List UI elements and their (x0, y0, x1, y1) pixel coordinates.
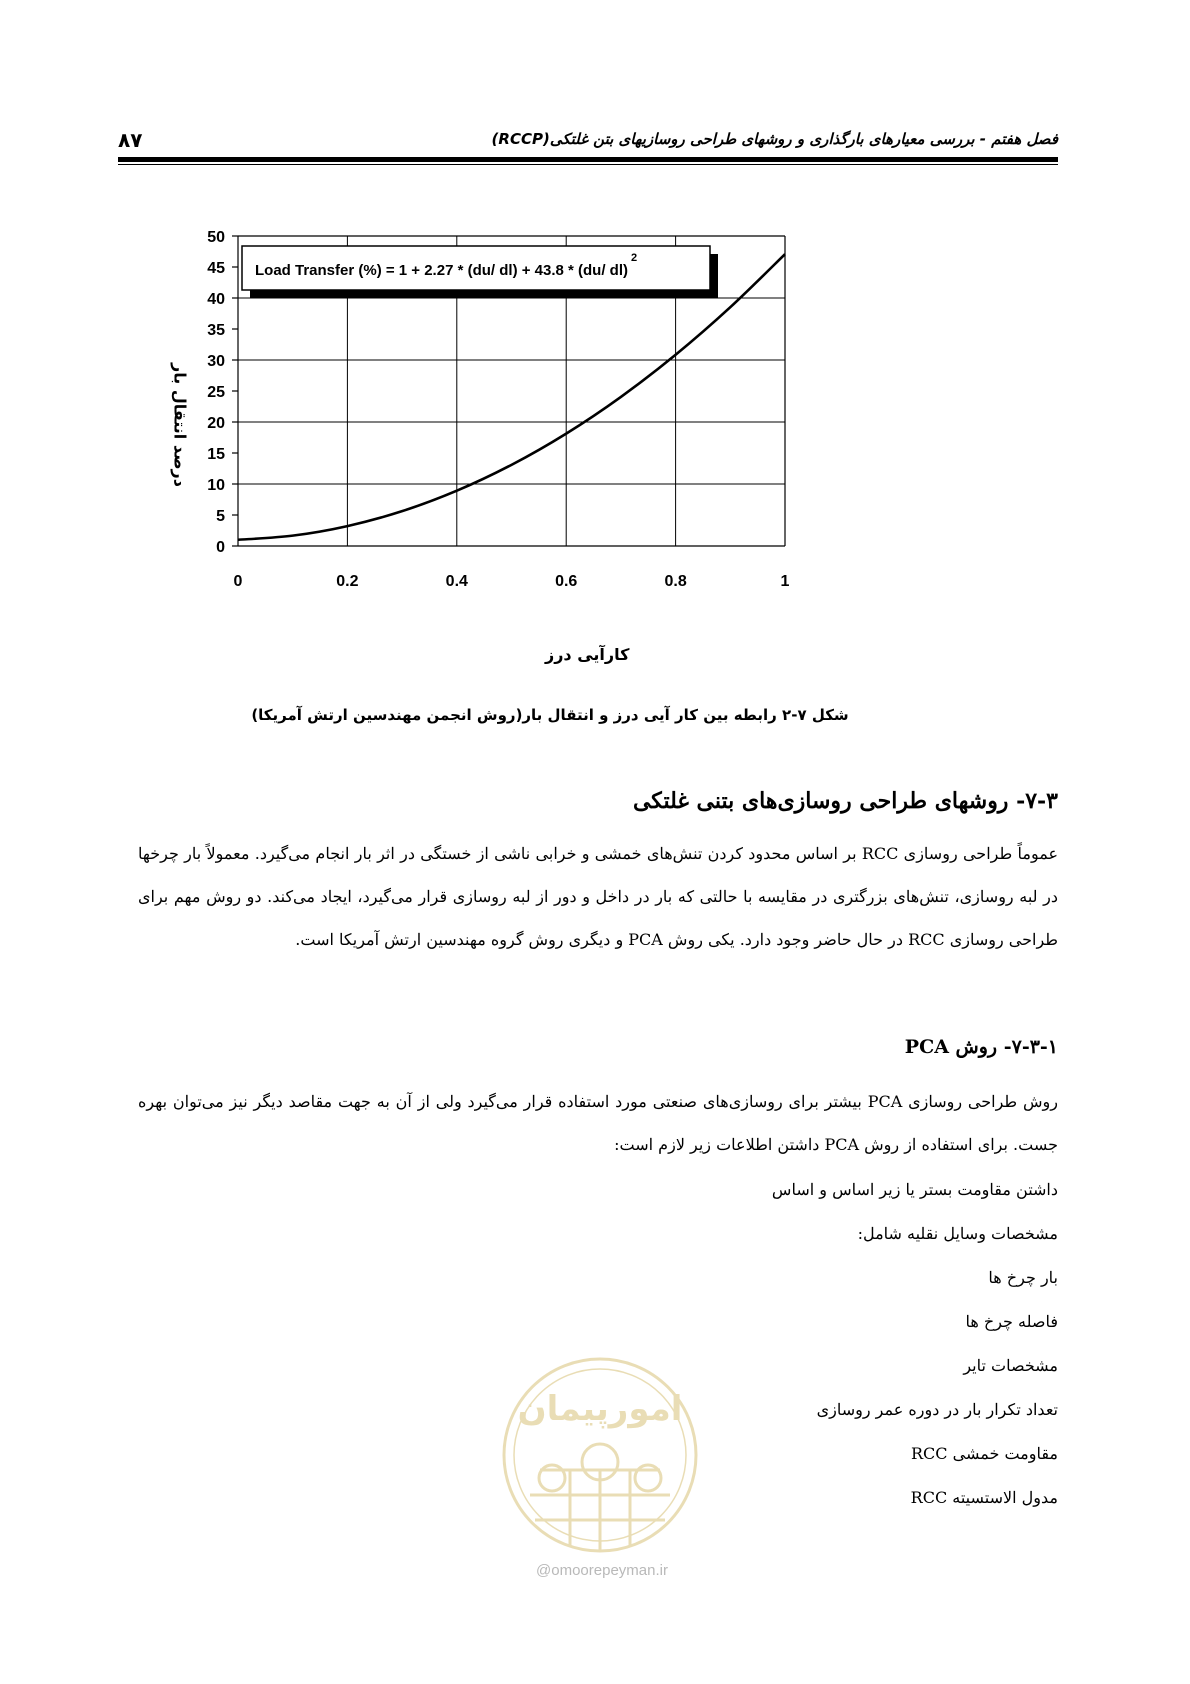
subsection-title: ۷-۳-۱- روش PCA (904, 1036, 1058, 1058)
list-item: مشخصات تایر (963, 1356, 1058, 1375)
x-tick-label: 0.2 (336, 573, 359, 590)
y-tick-label: 20 (207, 415, 225, 432)
x-axis-label: کارآیی درز (545, 645, 630, 664)
requirements-list (772, 1168, 1058, 1520)
list-item: تعداد تکرار بار در دوره عمر روسازی (816, 1400, 1058, 1419)
y-tick-label: 25 (207, 384, 225, 401)
list-item: مدول الاستسیته RCC (910, 1488, 1058, 1507)
page-number: ۸۷ (118, 128, 143, 152)
list-item: مشخصات وسایل نقلیه شامل: (857, 1224, 1058, 1243)
y-tick-label: 15 (207, 446, 225, 463)
running-title: فصل هفتم - بررسی معیارهای بارگذاری و روشهای طراحی روسازیهای بتن غلتکی(RCCP) (491, 130, 1058, 148)
y-tick-label: 10 (207, 477, 225, 494)
list-item: بار چرخ ها (988, 1268, 1058, 1287)
y-tick-label: 5 (216, 508, 225, 525)
y-tick-label: 45 (207, 260, 225, 277)
watermark-logo (480, 1350, 720, 1560)
load-transfer-chart (140, 230, 860, 630)
x-tick-label: 0 (233, 573, 243, 590)
equation-text: Load Transfer (%) = 1 + 2.27 * (du/ dl) + 43.8 * (du/ dl)$^2$ (255, 252, 638, 279)
x-tick-label: 0.4 (445, 573, 468, 590)
y-tick-label: 40 (207, 291, 225, 308)
watermark-logo-text: امورپیمان (517, 1389, 683, 1429)
header-rule-thick (118, 157, 1058, 162)
section-paragraph: عموماً طراحی روسازی RCC بر اساس محدود کردن تنش‌های خمشی و خرابی ناشی از خستگی در اثر بار انجام می‌گیرد. معمولاً بار چرخها در لبه روسازی، تنش‌های بزرگتری در مقایسه با حالتی که بار در داخل و دور از لبه روسازی قرار می‌گیرد، ایجاد می‌کند. دو روش مهم برای طراحی روسازی RCC در حال حاضر وجود دارد. یکی روش PCA و دیگری روش گروه مهندسین ارتش آمریکا است. (138, 844, 1059, 949)
y-axis-label: درصد انتقال بار (170, 363, 190, 487)
x-tick-label: 1 (780, 573, 790, 590)
x-tick-label: 0.6 (555, 573, 578, 590)
subsection-paragraph: روش طراحی روسازی PCA بیشتر برای روسازی‌های صنعتی مورد استفاده قرار می‌گیرد ولی از آن به جهت مقاصد دیگر نیز می‌توان بهره جست. برای استفاده از روش PCA داشتن اطلاعات زیر لازم است: (138, 1092, 1058, 1154)
y-tick-label: 0 (216, 539, 225, 556)
figure-caption: شکل ۷-۲ رابطه بین کار آیی درز و انتقال بار(روش انجمن مهندسین ارتش آمریکا) (251, 706, 849, 724)
section-title: ۷-۳- روشهای طراحی روسازی‌های بتنی غلتکی (632, 788, 1058, 814)
y-tick-label: 35 (207, 322, 225, 339)
x-tick-label: 0.8 (664, 573, 687, 590)
y-tick-label: 50 (207, 230, 225, 246)
page-header (118, 128, 1058, 158)
list-item: مقاومت خمشی RCC (911, 1444, 1058, 1463)
list-item: داشتن مقاومت بستر یا زیر اساس و اساس (771, 1180, 1058, 1199)
header-rule-thin (118, 164, 1058, 165)
y-tick-label: 30 (207, 353, 225, 370)
watermark-url: @omoorepeyman.ir (536, 1562, 668, 1579)
list-item: فاصله چرخ ها (965, 1312, 1058, 1331)
